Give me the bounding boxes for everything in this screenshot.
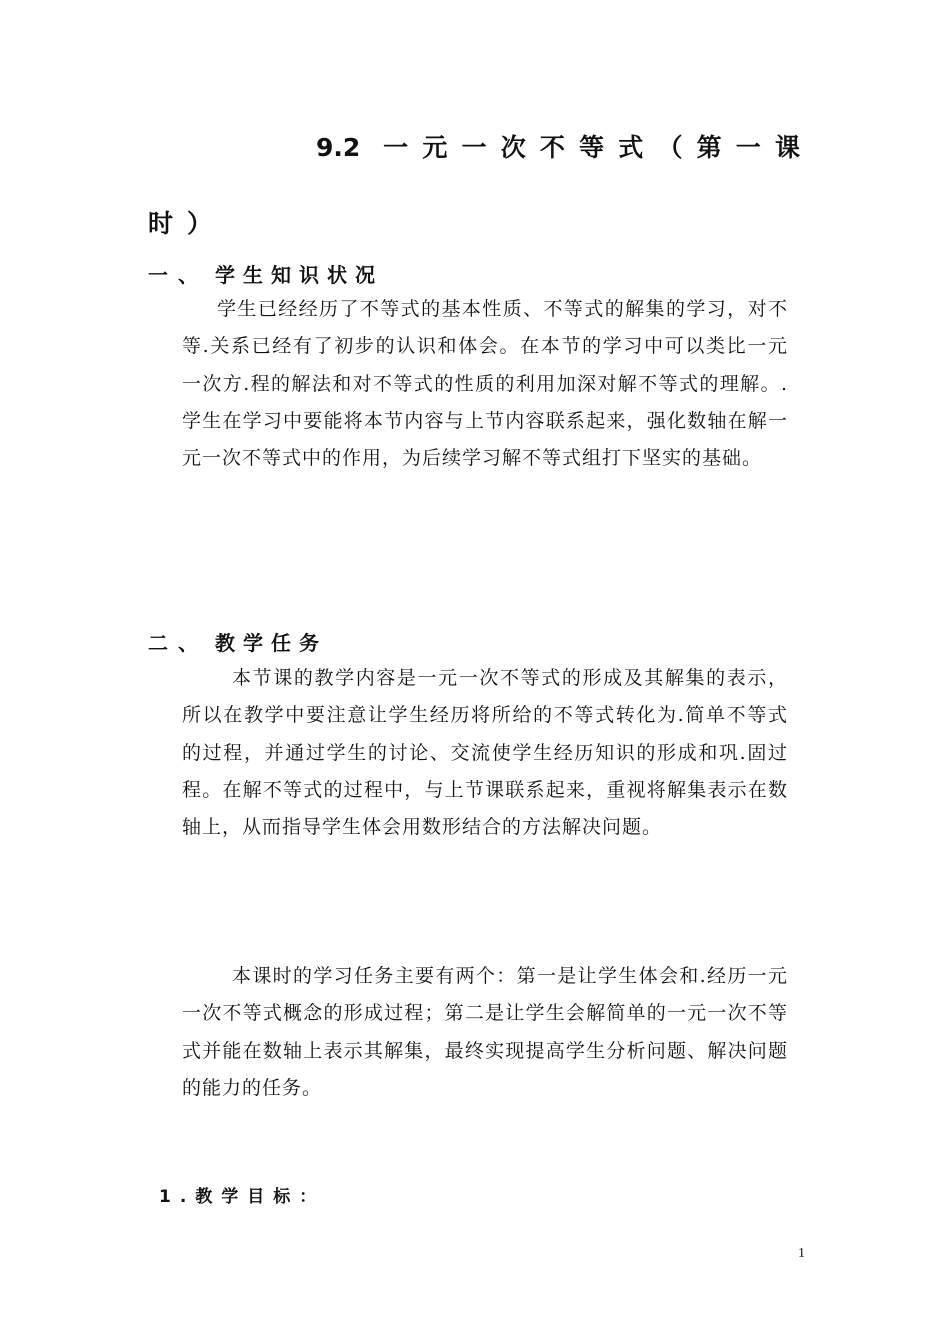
sub-heading-teaching-goals: 1.教学目标： <box>159 1187 326 1207</box>
section-number: 二、 <box>148 631 208 655</box>
document-title: 9.2 一元一次不等式（第一课 <box>316 133 800 162</box>
section-paragraph: 本节课的教学内容是一元一次不等式的形成及其解集的表示，所以在教学中要注意让学生经历将所给的不等式转化为.简单不等式的过程，并通过学生的讨论、交流使学生经历知识的形成和巩.固过程。在解不等式的过程中，与上节课联系起来，重视将解集表示在数轴上，从而指导学生体会用数形结合的方法解决问题。 <box>182 667 788 839</box>
section-heading-student-knowledge <box>148 260 383 290</box>
page-number: 1 <box>798 1246 805 1261</box>
section-paragraph: 学生已经经历了不等式的基本性质、不等式的解集的学习，对不等.关系已经有了初步的认识和体会。在本节的学习中可以类比一元一次方.程的解法和对不等式的性质的利用加深对解不等式的理解。.学生在学习中要能将本节内容与上节内容联系起来，强化数轴在解一元一次不等式中的作用，为后续学习解不等式组打下坚实的基础。 <box>182 298 788 470</box>
section-number: 一、 <box>148 263 208 287</box>
document-title-continued: 时） <box>148 209 227 238</box>
section-heading-text: 教学任务 <box>215 631 327 655</box>
section-paragraph: 本课时的学习任务主要有两个：第一是让学生体会和.经历一元一次不等式概念的形成过程；第二是让学生会解简单的一元一次不等式并能在数轴上表示其解集，最终实现提高学生分析问题、解决问题的能力的任务。 <box>182 965 788 1099</box>
section-heading-text: 学生知识状况 <box>215 263 383 287</box>
section-heading-teaching-tasks <box>148 628 327 658</box>
